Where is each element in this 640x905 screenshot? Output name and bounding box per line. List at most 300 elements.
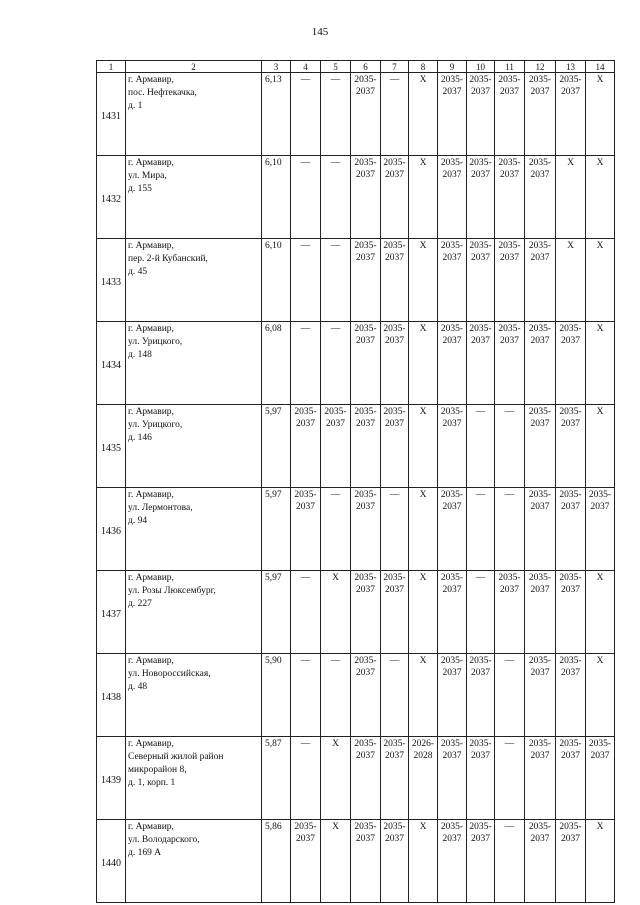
period-cell (525, 737, 556, 820)
address-cell (126, 73, 262, 156)
period-line: 2035- (528, 324, 552, 334)
period-line: 2037 (385, 253, 404, 263)
period-cell: — (291, 73, 321, 156)
period-cell (438, 820, 467, 903)
period-line: 2035- (324, 407, 347, 417)
period-cell: X (556, 239, 586, 322)
period-cell (556, 73, 586, 156)
period-line: 2037 (471, 253, 490, 263)
address-line: д. 227 (128, 599, 152, 609)
period-cell (525, 156, 556, 239)
column-header-11: 11 (495, 61, 525, 73)
row-number: 1439 (97, 737, 126, 820)
value-cell: 6,10 (262, 239, 291, 322)
address-line: г. Армавир, (128, 241, 174, 251)
period-line: 2035- (559, 490, 582, 500)
period-cell: — (495, 488, 525, 571)
period-cell: — (321, 488, 351, 571)
period-line: 2037 (442, 585, 462, 595)
column-header-4: 4 (291, 61, 321, 73)
period-line: 2037 (356, 170, 375, 180)
period-line: 2037 (442, 502, 462, 512)
period-line: 2037 (500, 336, 519, 346)
period-line: 2037 (385, 585, 404, 595)
period-line: 2037 (530, 751, 550, 761)
address-line: д. 94 (128, 516, 148, 526)
column-header-5: 5 (321, 61, 351, 73)
address-cell (126, 239, 262, 322)
period-line: 2035- (440, 490, 464, 500)
address-cell (126, 405, 262, 488)
period-cell: X (409, 322, 438, 405)
period-cell (556, 322, 586, 405)
period-cell: — (467, 488, 495, 571)
address-cell (126, 156, 262, 239)
period-line: 2035- (469, 241, 492, 251)
row-number: 1434 (97, 322, 126, 405)
period-line: 2035- (440, 324, 464, 334)
period-cell: — (291, 156, 321, 239)
period-line: 2035- (498, 573, 521, 583)
period-cell: — (291, 322, 321, 405)
period-line: 2037 (356, 585, 375, 595)
period-line: 2035- (294, 490, 317, 500)
period-line: 2035- (383, 822, 406, 832)
address-line: д. 1, корп. 1 (128, 778, 176, 788)
period-cell (438, 405, 467, 488)
period-cell (438, 322, 467, 405)
period-cell (381, 820, 409, 903)
table-row (97, 405, 615, 488)
period-cell (291, 820, 321, 903)
period-line: 2037 (530, 170, 550, 180)
period-cell: X (321, 820, 351, 903)
period-line: 2035- (469, 656, 492, 666)
period-cell (556, 405, 586, 488)
period-cell (351, 571, 381, 654)
period-line: 2035- (528, 490, 552, 500)
address-line: г. Армавир, (128, 656, 174, 666)
period-line: 2037 (296, 502, 315, 512)
address-line: г. Армавир, (128, 739, 174, 749)
period-cell (438, 73, 467, 156)
period-line: 2035- (498, 158, 521, 168)
period-cell: X (586, 239, 615, 322)
period-cell (438, 156, 467, 239)
period-cell (525, 654, 556, 737)
period-line: 2035- (469, 158, 492, 168)
address-line: д. 1 (128, 101, 143, 111)
value-cell: 5,97 (262, 488, 291, 571)
period-line: 2035- (383, 241, 406, 251)
period-cell (525, 322, 556, 405)
period-line: 2037 (530, 253, 550, 263)
value-cell: 5,86 (262, 820, 291, 903)
table-row (97, 571, 615, 654)
period-cell (467, 820, 495, 903)
address-cell (126, 654, 262, 737)
period-line: 2037 (442, 419, 462, 429)
value-cell: 6,10 (262, 156, 291, 239)
period-line: 2035- (559, 573, 582, 583)
period-cell: — (321, 322, 351, 405)
period-line: 2037 (561, 751, 580, 761)
period-line: 2026- (411, 739, 435, 749)
period-cell (467, 156, 495, 239)
period-cell: — (321, 654, 351, 737)
period-line: 2037 (530, 87, 550, 97)
period-line: 2035- (528, 573, 552, 583)
period-cell (525, 405, 556, 488)
period-line: 2037 (442, 253, 462, 263)
period-line: 2035- (354, 241, 377, 251)
period-cell: — (495, 654, 525, 737)
value-cell: 5,97 (262, 405, 291, 488)
address-cell (126, 571, 262, 654)
period-cell (438, 571, 467, 654)
address-line: д. 169 А (128, 848, 162, 858)
period-line: 2037 (471, 87, 490, 97)
period-cell: X (586, 156, 615, 239)
period-cell (381, 405, 409, 488)
address-line: д. 155 (128, 184, 152, 194)
period-cell (438, 239, 467, 322)
column-header-2: 2 (126, 61, 262, 73)
period-line: 2037 (356, 668, 375, 678)
address-line: д. 148 (128, 350, 152, 360)
column-header-1: 1 (97, 61, 126, 73)
period-cell: — (321, 73, 351, 156)
period-cell (381, 239, 409, 322)
address-line: пер. 2-й Кубанский, (128, 254, 208, 264)
period-line: 2037 (530, 502, 550, 512)
period-line: 2037 (442, 336, 462, 346)
row-number: 1440 (97, 820, 126, 903)
address-line: Северный жилой район (128, 752, 224, 762)
period-line: 2037 (530, 419, 550, 429)
period-line: 2035- (498, 241, 521, 251)
column-header-13: 13 (556, 61, 586, 73)
period-cell: — (381, 488, 409, 571)
table-row (97, 73, 615, 156)
period-line: 2035- (440, 75, 464, 85)
period-cell (556, 820, 586, 903)
period-cell: X (321, 737, 351, 820)
period-line: 2037 (530, 336, 550, 346)
row-number: 1432 (97, 156, 126, 239)
period-cell (381, 737, 409, 820)
period-cell: X (586, 322, 615, 405)
row-number: 1435 (97, 405, 126, 488)
period-line: 2037 (471, 668, 490, 678)
period-cell (495, 156, 525, 239)
period-cell (321, 405, 351, 488)
period-cell: X (409, 820, 438, 903)
row-number: 1437 (97, 571, 126, 654)
period-line: 2035- (440, 739, 464, 749)
period-line: 2035- (354, 407, 377, 417)
period-line: 2035- (559, 739, 582, 749)
column-header-3: 3 (262, 61, 291, 73)
period-cell (351, 488, 381, 571)
period-line: 2037 (471, 751, 490, 761)
period-cell (351, 322, 381, 405)
period-cell: X (586, 654, 615, 737)
value-cell: 6,08 (262, 322, 291, 405)
period-cell (438, 737, 467, 820)
period-line: 2037 (356, 419, 375, 429)
period-cell (467, 73, 495, 156)
period-line: 2035- (354, 573, 377, 583)
table-row (97, 737, 615, 820)
period-cell: — (467, 571, 495, 654)
period-line: 2035- (559, 822, 582, 832)
period-line: 2035- (469, 739, 492, 749)
period-line: 2035- (354, 656, 377, 666)
period-cell: X (586, 405, 615, 488)
period-line: 2035- (469, 75, 492, 85)
period-cell (525, 488, 556, 571)
period-line: 2037 (530, 834, 550, 844)
period-cell: X (321, 571, 351, 654)
period-cell (409, 737, 438, 820)
period-line: 2037 (561, 87, 580, 97)
period-line: 2037 (530, 668, 550, 678)
period-line: 2037 (326, 419, 345, 429)
period-line: 2035- (528, 158, 552, 168)
period-line: 2035- (559, 407, 582, 417)
address-line: г. Армавир, (128, 75, 174, 85)
period-line: 2035- (469, 822, 492, 832)
address-line: д. 48 (128, 682, 148, 692)
period-cell (351, 73, 381, 156)
period-cell: X (409, 571, 438, 654)
period-line: 2035- (528, 656, 552, 666)
address-line: г. Армавир, (128, 324, 174, 334)
period-cell (525, 820, 556, 903)
period-cell (467, 654, 495, 737)
period-line: 2035- (294, 822, 317, 832)
column-header-6: 6 (351, 61, 381, 73)
period-line: 2037 (500, 87, 519, 97)
period-cell: — (321, 156, 351, 239)
period-cell (351, 654, 381, 737)
period-cell: — (381, 73, 409, 156)
row-number: 1438 (97, 654, 126, 737)
address-line: г. Армавир, (128, 407, 174, 417)
period-line: 2037 (296, 419, 315, 429)
period-line: 2035- (354, 158, 377, 168)
period-line: 2037 (442, 87, 462, 97)
period-line: 2035- (440, 656, 464, 666)
period-line: 2037 (296, 834, 315, 844)
period-line: 2035- (440, 241, 464, 251)
period-line: 2035- (440, 573, 464, 583)
period-cell: X (409, 488, 438, 571)
address-line: пос. Нефтекачка, (128, 88, 197, 98)
period-line: 2037 (561, 419, 580, 429)
address-line: д. 146 (128, 433, 152, 443)
period-line: 2037 (442, 751, 462, 761)
period-cell: — (291, 571, 321, 654)
period-cell (525, 239, 556, 322)
period-line: 2037 (471, 170, 490, 180)
period-line: 2037 (500, 253, 519, 263)
period-cell: X (556, 156, 586, 239)
column-header-10: 10 (467, 61, 495, 73)
period-line: 2035- (440, 158, 464, 168)
period-line: 2037 (530, 585, 550, 595)
period-line: 2037 (471, 336, 490, 346)
row-number: 1436 (97, 488, 126, 571)
column-header-9: 9 (438, 61, 467, 73)
period-cell (291, 405, 321, 488)
period-cell (556, 571, 586, 654)
period-line: 2037 (500, 170, 519, 180)
period-line: 2035- (383, 573, 406, 583)
period-line: 2035- (528, 241, 552, 251)
period-line: 2037 (385, 751, 404, 761)
period-line: 2035- (383, 324, 406, 334)
table-row (97, 156, 615, 239)
period-cell (381, 322, 409, 405)
period-line: 2035- (528, 739, 552, 749)
period-line: 2037 (590, 751, 610, 761)
period-line: 2035- (440, 822, 464, 832)
period-line: 2035- (294, 407, 317, 417)
period-cell (525, 571, 556, 654)
period-line: 2037 (356, 834, 375, 844)
period-cell (351, 156, 381, 239)
period-line: 2035- (440, 407, 464, 417)
period-line: 2035- (354, 324, 377, 334)
table-body (97, 73, 615, 903)
address-line: г. Армавир, (128, 573, 174, 583)
table-row (97, 322, 615, 405)
period-cell: X (586, 571, 615, 654)
period-cell (438, 654, 467, 737)
period-line: 2035- (559, 75, 582, 85)
period-cell: — (495, 405, 525, 488)
period-line: 2035- (354, 739, 377, 749)
period-line: 2037 (385, 336, 404, 346)
period-line: 2037 (561, 668, 580, 678)
period-line: 2037 (471, 834, 490, 844)
period-line: 2037 (590, 502, 610, 512)
row-number: 1431 (97, 73, 126, 156)
period-cell: X (409, 654, 438, 737)
period-line: 2037 (385, 419, 404, 429)
period-cell (556, 737, 586, 820)
period-line: 2035- (354, 822, 377, 832)
period-cell (291, 488, 321, 571)
period-line: 2035- (528, 75, 552, 85)
address-line: ул. Мира, (128, 171, 167, 181)
period-cell (467, 322, 495, 405)
period-line: 2037 (561, 336, 580, 346)
address-line: ул. Лермонтова, (128, 503, 193, 513)
period-line: 2037 (561, 502, 580, 512)
period-cell: — (467, 405, 495, 488)
address-cell (126, 737, 262, 820)
address-line: ул. Урицкого, (128, 420, 183, 430)
period-line: 2037 (561, 585, 580, 595)
table-row (97, 488, 615, 571)
period-cell: — (381, 654, 409, 737)
table-row (97, 654, 615, 737)
address-line: ул. Новороссийская, (128, 669, 211, 679)
period-line: 2035- (383, 407, 406, 417)
column-header-8: 8 (409, 61, 438, 73)
period-line: 2035- (528, 407, 552, 417)
period-line: 2035- (559, 656, 582, 666)
period-line: 2037 (442, 170, 462, 180)
period-cell: — (291, 737, 321, 820)
column-header-12: 12 (525, 61, 556, 73)
address-line: г. Армавир, (128, 490, 174, 500)
period-line: 2037 (385, 170, 404, 180)
address-line: ул. Розы Люксембург, (128, 586, 216, 596)
period-line: 2035- (383, 739, 406, 749)
period-cell (351, 239, 381, 322)
period-cell: — (495, 737, 525, 820)
register-table (96, 60, 615, 903)
period-cell: X (409, 73, 438, 156)
table-row (97, 239, 615, 322)
period-line: 2035- (354, 490, 377, 500)
period-cell (351, 820, 381, 903)
row-number: 1433 (97, 239, 126, 322)
period-cell (556, 488, 586, 571)
period-line: 2037 (356, 336, 375, 346)
header-row (97, 61, 615, 73)
period-line: 2037 (500, 585, 519, 595)
period-line: 2035- (383, 158, 406, 168)
period-line: 2037 (356, 751, 375, 761)
period-cell (495, 571, 525, 654)
address-cell (126, 488, 262, 571)
address-line: ул. Урицкого, (128, 337, 183, 347)
address-line: д. 45 (128, 267, 148, 277)
period-line: 2035- (588, 490, 612, 500)
period-line: 2035- (354, 75, 377, 85)
column-header-7: 7 (381, 61, 409, 73)
period-line: 2037 (561, 834, 580, 844)
period-line: 2035- (559, 324, 582, 334)
period-cell (351, 737, 381, 820)
address-line: микрорайон 8, (128, 765, 187, 775)
period-cell: X (586, 820, 615, 903)
period-line: 2037 (356, 253, 375, 263)
period-cell (438, 488, 467, 571)
period-cell (525, 73, 556, 156)
period-cell (381, 156, 409, 239)
period-line: 2037 (356, 87, 375, 97)
period-cell (495, 73, 525, 156)
address-line: г. Армавир, (128, 822, 174, 832)
address-cell (126, 820, 262, 903)
value-cell: 5,97 (262, 571, 291, 654)
period-cell (495, 239, 525, 322)
period-cell (381, 571, 409, 654)
value-cell: 6,13 (262, 73, 291, 156)
period-cell: — (291, 239, 321, 322)
period-line: 2037 (385, 834, 404, 844)
period-cell (586, 488, 615, 571)
period-cell (467, 239, 495, 322)
period-line: 2035- (528, 822, 552, 832)
period-cell: X (409, 239, 438, 322)
